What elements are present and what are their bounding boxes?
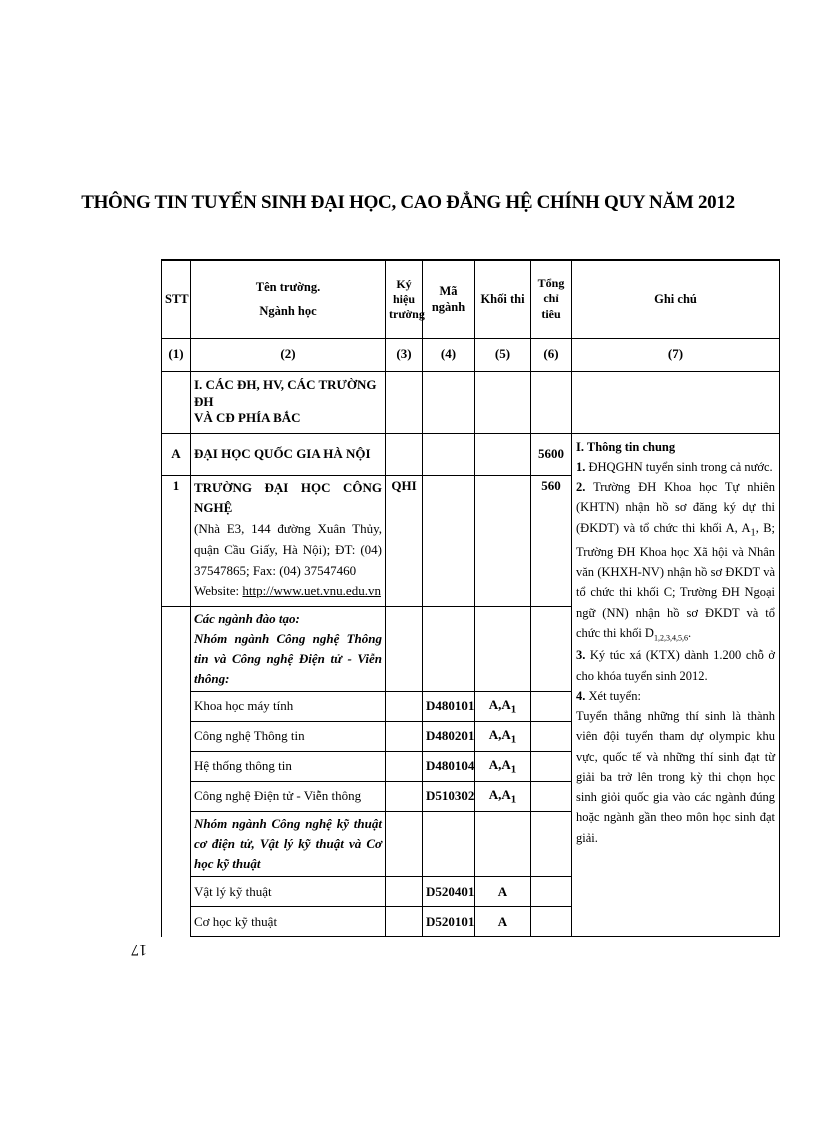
col-number: (2) [191,338,386,371]
website-link[interactable]: http://www.uet.vnu.edu.vn [242,583,381,599]
header-major-code [423,260,475,338]
column-number-row [162,338,780,371]
note-4: 4. Xét tuyển: [576,688,641,703]
university-row [162,433,780,475]
col-number: (5) [475,338,531,371]
university-stt: A [162,433,191,475]
section-title-line2: VÀ CĐ PHÍA BẮC [194,410,301,426]
header-name [191,260,386,338]
page-title: THÔNG TIN TUYỂN SINH ĐẠI HỌC, CAO ĐẲNG HỆ CHÍNH QUY NĂM 2012 [81,192,735,213]
header-school-code-line1: Ký [396,276,412,291]
school-website: Website: http://www.uet.vnu.edu.vn [194,583,381,599]
major-name: Hệ thống thông tin [191,752,386,782]
note-2: 2. Trường ĐH Khoa học Tự nhiên (KHTN) nhận hồ sơ đăng ký dự thi (ĐKDT) và tổ chức thi khối A, $A_1$, B; Trường ĐH Khoa học Xã hội và Nhân văn (KHXH-NV) nhận hồ sơ ĐKDT và tổ chức thi khối C; Trường ĐH Ngoại ngữ (NN) nhận hồ sơ ĐKDT và tổ chức thi khối $D_{1,2,3,4,5,6}$. [576,480,776,643]
major-code: D510302 [423,782,475,812]
major-block: $A,A_1$ [475,692,531,722]
note-1: 1. ĐHQGHN tuyển sinh trong cả nước. [576,459,773,474]
group-1-title: Các ngành đào tạo: Nhóm ngành Công nghệ Thông tin và Công nghệ Điện tử - Viễn thông: [191,606,386,692]
major-code: D520401 [423,877,475,907]
col-number: (1) [162,338,191,371]
header-major-code-line2: ngành [431,300,466,315]
section-title [191,371,386,433]
header-school-code [386,260,423,338]
major-code: D480104 [423,752,475,782]
col-number: (7) [572,338,780,371]
note-4-body: Tuyển thẳng những thí sinh là thành viên đội tuyển tham dự olympic khu vực, quốc tế và những thí sinh đạt từ giải ba trở lên trong kỳ thi chọn học sinh giỏi quốc gia vào các ngành đúng hoặc ngành gần theo môn học sinh đạt giải. [576,709,775,845]
col-number: (3) [386,338,423,371]
major-name: Công nghệ Thông tin [191,722,386,752]
major-block: A [475,877,531,907]
header-row [162,260,780,338]
col-number: (6) [531,338,572,371]
section-title-line1: I. CÁC ĐH, HV, CÁC TRƯỜNG ĐH [194,376,377,409]
major-name: Cơ học kỹ thuật [191,907,386,937]
header-stt: STT [162,260,191,338]
admission-table [161,259,780,937]
school-stt: 1 [162,475,191,606]
school-quota: 560 [531,475,572,606]
header-name-line2: Ngành học [259,304,317,319]
major-name: Công nghệ Điện tử - Viễn thông [191,782,386,812]
school-info [191,475,386,606]
group-2-title: Nhóm ngành Công nghệ kỹ thuật cơ điện tử, Vật lý kỹ thuật và Cơ học kỹ thuật [191,812,386,877]
notes-cell [572,433,780,937]
school-code: QHI [386,475,423,606]
header-note: Ghi chú [572,260,780,338]
header-quota [531,260,572,338]
school-address: (Nhà E3, 144 đường Xuân Thủy, quận Cầu Giấy, Hà Nội); ĐT: (04) 37547865; Fax: (04) 37547460 [194,521,382,578]
major-code: D480101 [423,692,475,722]
major-block: $A,A_1$ [475,722,531,752]
col-number: (4) [423,338,475,371]
major-block: $A,A_1$ [475,752,531,782]
header-quota-line2: chỉ tiêu [541,291,561,322]
notes-heading: I. Thông tin chung [576,439,676,454]
header-block: Khối thi [475,260,531,338]
university-name: ĐẠI HỌC QUỐC GIA HÀ NỘI [191,433,386,475]
header-quota-line1: Tổng [537,275,565,290]
major-code: D520101 [423,907,475,937]
header-school-code-line3: trường [389,306,425,321]
major-block: A [475,907,531,937]
major-name: Vật lý kỹ thuật [191,877,386,907]
school-name: TRƯỜNG ĐẠI HỌC CÔNG NGHỆ [194,479,382,516]
header-school-code-line2: hiệu [392,291,415,306]
page-number: 17 [131,941,147,958]
header-name-line1: Tên trường. [255,280,321,294]
section-row [162,371,780,433]
university-quota: 5600 [531,433,572,475]
header-major-code-line1: Mã [439,284,458,298]
major-code: D480201 [423,722,475,752]
major-name: Khoa học máy tính [191,692,386,722]
note-3: 3. Ký túc xá (KTX) dành 1.200 chỗ ở cho khóa tuyển sinh 2012. [576,648,775,683]
major-block: $A,A_1$ [475,782,531,812]
